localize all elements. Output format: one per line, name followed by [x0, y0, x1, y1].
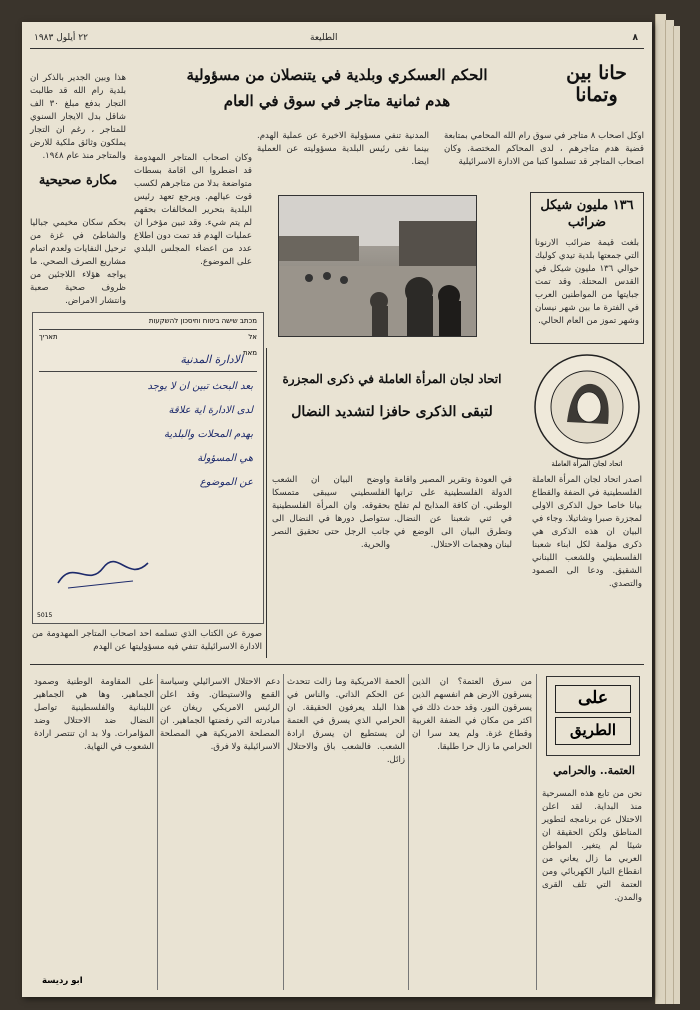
form-handwriting-3: لدى الادارة اية علاقة	[168, 405, 253, 416]
form-handwriting-5: هي المسؤولة	[197, 453, 253, 464]
issue-date: ٢٢ أيلول ١٩٨٣	[34, 33, 88, 43]
street-photo	[278, 195, 477, 337]
page-header	[30, 32, 644, 49]
womens-col2: في العودة وتقرير المصير واقامة الدولة الفلسطينية على ترابها الوطني. ان كافة المذابح لم تفلح في ثني شعبنا عن النضال. وتطرق البيان الى الوضع في لبنان وهجمات الاحتلال.	[394, 475, 512, 550]
form-handwriting-2: بعد البحث تبين ان لا يوجد	[147, 381, 253, 392]
main-story-body-mid: المدنية تنفي مسؤولية الاخيرة عن عملية الهدم. بينما نفى رئيس البلدية مسؤوليته عن العملية ايضا.	[257, 131, 429, 167]
bottom-col-5: على المقاومة الوطنية وصمود الجماهير. وها هي الجماهير اللبنانية والفلسطينية تواصل النضال ضد الاحتلال وضد المؤامرات. ولا بد ان تنتصر ارادة الشعوب في النهاية.	[34, 677, 154, 752]
form-handwriting-6: عن الموضوع	[199, 477, 253, 488]
main-headline-line2: هدم ثمانية متاجر في سوق في العام	[223, 92, 451, 110]
column-author: ابو رديسة	[42, 976, 83, 986]
far-left-text2: بحكم سكان مخيمي جباليا والشاطئ في غزة من ترحيل النفايات ولعدم اتمام مشاريع الصرف الصحي. ما يواجه هؤلاء اللاجئين من ظروف صحية صعبة وانتشار الامراض.	[30, 218, 126, 306]
bottom-col-1: نحن من تابع هذه المسرحية منذ البداية. لقد اعلن الاحتلال عن برنامجه لتطوير المناطق ولكن الحقيقة ان شيئا لم يتغير. المواطن العربي ما زال يعاني من انقطاع التيار الكهربائي ومن العتمة التي تلف القرى والمدن.	[542, 789, 642, 903]
form-header: מכתב שישה ביטוח וחיסכון להשקעות	[148, 317, 257, 325]
main-story-body-right: اوكل اصحاب ٨ متاجر في سوق رام الله المحامي بمتابعة قضية هدم متاجرهم ، لدى المحاكم المختصة. وكان اصحاب المتاجر قد تسلموا كتبا من الادارة الاسرائيلية	[444, 131, 645, 167]
page-number: ٨	[632, 33, 638, 43]
women-portrait-icon	[532, 352, 642, 462]
tax-box-title: ١٣٦ مليون شيكل ضرائب	[540, 198, 634, 230]
main-story-body-left: وكان اصحاب المتاجر المهدومة قد اضطروا الى اقامة بسطات متواضعة بدلا من متاجرهم لكسب قوت عيالهم. ويرجع تعهد رئيس البلدية بتحرير المخالفات بحقهم لم يتم شيء. وقد تبين مؤخرا ان عمليات الهدم قد تمت دون اطلاع عدد من اعضاء المجلس البلدي على الموضوع.	[134, 153, 252, 267]
womens-stamp: اتحاد لجان المرأة العاملة	[551, 460, 623, 468]
womens-col3: واوضح البيان ان الشعب الفلسطيني سيبقى متمسكا بحقوقه. وان المرأة الفلسطينية ستواصل دورها في النضال الى جانب الرجل حتى تحقيق النصر والحرية.	[272, 475, 390, 550]
column-logo-box	[546, 676, 640, 756]
column-logo-line1: على	[555, 685, 631, 713]
far-left-title: مكارة صحيحية	[38, 173, 118, 188]
section-name: الطليعة	[310, 33, 338, 43]
signature-icon	[53, 553, 153, 593]
form-handwriting-4: بهدم المحلات والبلدية	[163, 429, 253, 440]
bottom-col-3: الحمة الامريكية وما زالت تتحدث عن الحكم الذاتي. والناس في هذا البلد يعرفون الحقيقة. ان الحرامي الذي يسرق في العتمة لن يستطيع ان يسرق ارادة الشعب. فالشعب باق والاحتلال زائل.	[287, 677, 405, 765]
bottom-col-4: دعم الاحتلال الاسرائيلي وسياسة القمع والاستيطان. وقد اعلن الرئيس الامريكي ريغان عن مبادرته التي رفضتها الجماهير. ان المصلحة الامريكية هي المصلحة الاسرائيلية ولا فرق.	[160, 677, 280, 752]
womens-col1: اصدر اتحاد لجان المرأة العاملة الفلسطينية في الضفة والقطاع بيانا خاصا حول الذكرى الاولى لمجزرة صبرا وشاتيلا. وجاء في البيان ان هذه الذكرى هي ذكرى مؤلمة لكل ابناء شعبنا الفلسطيني وللشعب اللبناني الشقيق. ودعا الى الصمود والتصدي.	[532, 475, 642, 589]
form-label-to: אל	[248, 333, 257, 341]
tax-box-text: بلغت قيمة ضرائب الارنونا التي جمعتها بلدية تيدي كوليك حوالي ١٣٦ مليون شيكل في القدس المحتلة. وقد تمت جبايتها من المواطنين العرب في الفترة ما بين شهر نيسان وشهر تموز من العام الحالي.	[535, 238, 639, 326]
form-handwriting-1: الادارة المدنية	[180, 353, 243, 366]
photo-scene-icon	[279, 196, 476, 336]
womens-emblem	[532, 352, 642, 462]
far-left-text: هذا وبين الجدير بالذكر ان بلدية رام الله قد طالبت التجار بدفع مبلغ ٣٠ الف شاقل بدل الايجار السنوي للمتاجر ، رغم ان التجار يملكون وثائق ملكية للارض والمتاجر منذ عام ١٩٤٨.	[30, 73, 126, 161]
form-caption: صورة عن الكتاب الذي تسلمه احد اصحاب المتاجر المهدومة من الادارة الاسرائيلية تنفي فيه مسؤوليتها عن الهدم	[32, 629, 262, 652]
newspaper-page	[22, 22, 652, 997]
column-logo-line2: الطريق	[555, 717, 631, 745]
womens-headline-2: لتبقى الذكرى حافزا لتشديد النضال	[291, 404, 493, 420]
form-label-date: תאריך	[39, 333, 58, 341]
official-letter-form: מכתב שישה ביטוח וחיסכון להשקעות אל מאת תאריך الادارة المدنية بعد البحث تبين ان لا يوجد لدى الادارة اية علاقة بهدم المحلات والبلدية هي المسؤولة عن الموضوع 5015	[32, 312, 264, 624]
tax-box	[530, 192, 644, 344]
womens-headline-1: اتحاد لجان المرأة العاملة في ذكرى المجزرة	[282, 372, 502, 386]
column-title: العتمة.. والحرامي	[553, 764, 635, 777]
kicker-headline: حانا بين وتمانا	[566, 62, 627, 106]
form-label-from: מאת	[242, 349, 257, 357]
main-headline-line1: الحكم العسكري وبلدية في يتنصلان من مسؤولية	[186, 66, 488, 84]
bottom-col-2: من سرق العتمة؟ ان الذين يسرقون الارض هم انفسهم الذين يسرقون النور. وقد حدث ذلك في اكثر من مكان في الضفة الغربية وقطاع غزة. ولم يعد سرا ان الحرامي ما زال حرا طليقا.	[412, 677, 532, 752]
